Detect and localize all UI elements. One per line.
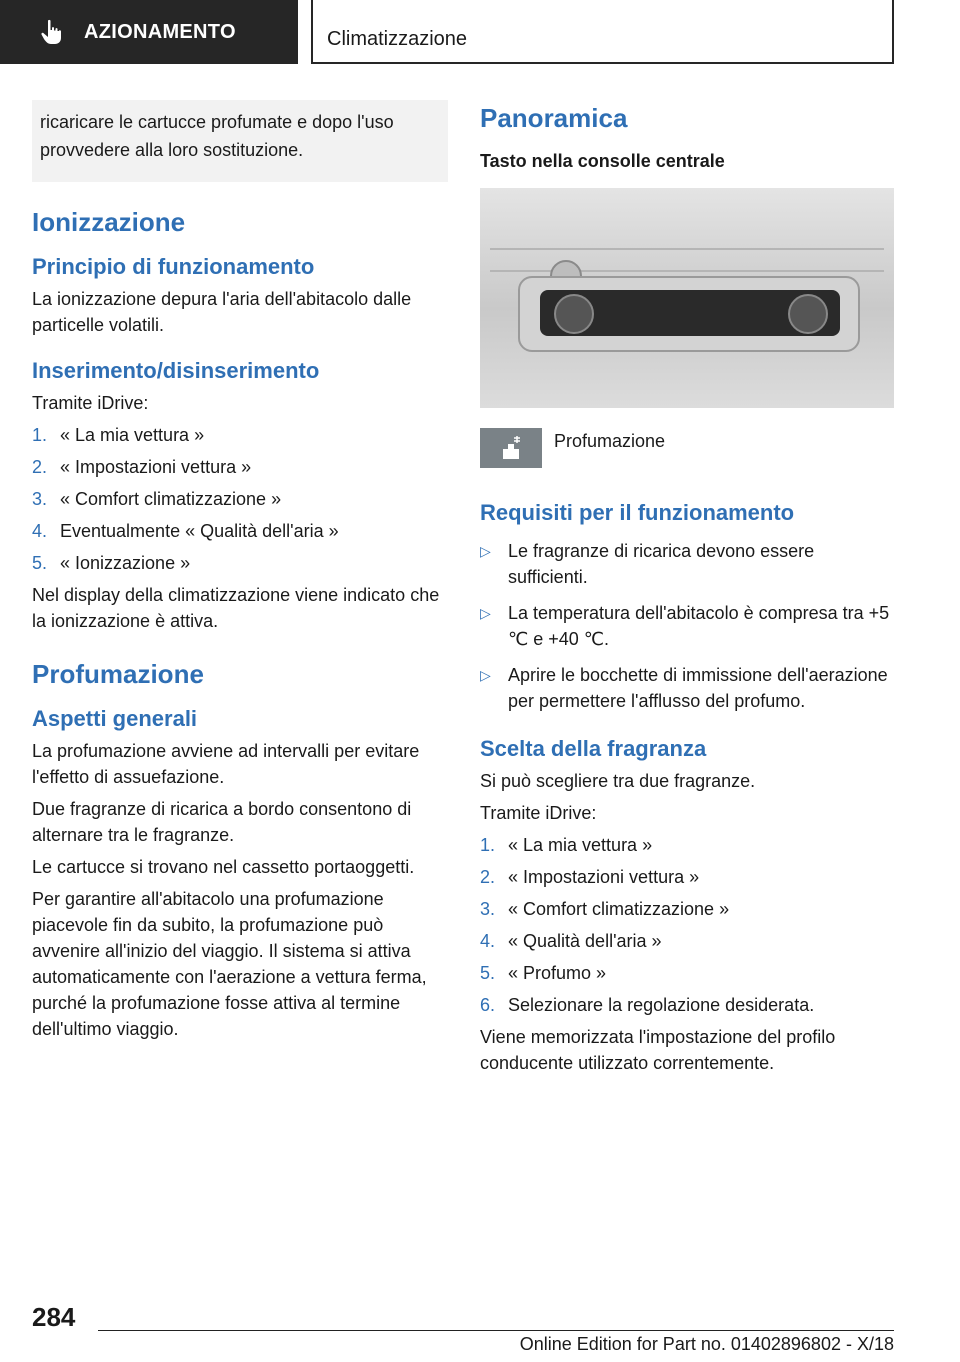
- heading-on-off: Inserimento/disinserimento: [32, 358, 320, 383]
- list-item: 2. « Impostazioni vettura »: [480, 867, 700, 887]
- list-item: 2. « Impostazioni vettura »: [32, 457, 252, 477]
- list-item: ▷ Le fragranze di ricarica devono essere sufficienti.: [480, 538, 896, 590]
- air-vent: [490, 248, 884, 272]
- principle-text: La ionizzazione depura l'aria dell'abitacolo dalle particelle volatili.: [32, 289, 412, 335]
- triangle-bullet-icon: ▷: [480, 667, 491, 683]
- symbol-legend: [480, 428, 896, 468]
- heading-choice: Scelta della fragranza: [480, 736, 707, 761]
- hand-pointer-icon: [38, 18, 66, 46]
- chapter-title: Climatizzazione: [327, 28, 468, 50]
- list-item: 4. Eventualmente « Qualità dell'aria »: [32, 521, 339, 541]
- general-text-2: Due fragranze di ricarica a bordo consentono di alternare tra le fragranze.: [32, 799, 412, 845]
- list-item: 3. « Comfort climatizzazione »: [32, 489, 282, 509]
- general-text-3: Le cartucce si trovano nel cassetto portaoggetti.: [32, 857, 415, 877]
- center-console-photo: [480, 188, 894, 408]
- idrive-intro: Tramite iDrive:: [480, 803, 597, 823]
- right-column: [480, 100, 896, 1082]
- ionization-steps: [32, 422, 448, 576]
- heading-principle: Principio di funzionamento: [32, 254, 315, 279]
- note-box: ricaricare le cartucce profumate e dopo l'uso provvedere alla loro sostituzione.: [32, 100, 448, 182]
- heading-general: Aspetti generali: [32, 706, 198, 731]
- list-item: 1. « La mia vettura »: [32, 425, 205, 445]
- page-number: 284: [32, 1302, 76, 1332]
- fragrance-icon: [480, 428, 542, 468]
- triangle-bullet-icon: ▷: [480, 543, 491, 559]
- general-text-1: La profumazione avviene ad intervalli per evitare l'effetto di assuefazione.: [32, 741, 420, 787]
- section-tab: [0, 0, 298, 64]
- list-item: 1. « La mia vettura »: [480, 835, 653, 855]
- fragrance-steps: [480, 832, 896, 1018]
- list-item: 4. « Qualità dell'aria »: [480, 931, 662, 951]
- choice-intro: Si può scegliere tra due fragranze.: [480, 771, 756, 791]
- heading-requirements: Requisiti per il funzionamento: [480, 500, 795, 525]
- symbol-label: Profumazione: [554, 431, 666, 451]
- general-text-4: Per garantire all'abitacolo una profumazione piacevole fin da subito, la profumazione può avvenire all'inizio del viaggio. Il sistema si attiva automaticamente con l'aerazione a vettura ferma, purché la profumazione fosse attiva al termine dell'ultimo viaggio.: [32, 889, 427, 1039]
- left-column: [32, 100, 448, 1048]
- heading-console-button: Tasto nella consolle centrale: [480, 151, 725, 171]
- section-label: AZIONAMENTO: [84, 20, 236, 43]
- list-item: ▷ Aprire le bocchette di immissione dell'aerazione per permettere l'afflusso del profumo.: [480, 662, 896, 714]
- list-item: 5. « Profumo »: [480, 963, 607, 983]
- heading-overview: Panoramica: [480, 103, 628, 133]
- list-item: 5. « Ionizzazione »: [32, 553, 191, 573]
- ionization-display-text: Nel display della climatizzazione viene indicato che la ionizzazione è attiva.: [32, 585, 440, 631]
- heading-fragrance: Profumazione: [32, 659, 204, 689]
- choice-text: Viene memorizzata l'impostazione del profilo conducente utilizzato correntemente.: [480, 1027, 836, 1073]
- edition-footer: Online Edition for Part no. 01402896802 - X/18: [519, 1334, 894, 1354]
- triangle-bullet-icon: ▷: [480, 605, 491, 621]
- chapter-header: [311, 0, 894, 64]
- list-item: 3. « Comfort climatizzazione »: [480, 899, 730, 919]
- list-item: 6. Selezionare la regolazione desiderata.: [480, 995, 815, 1015]
- list-item: ▷ La temperatura dell'abitacolo è compresa tra +5 ℃ e +40 ℃.: [480, 600, 896, 652]
- climate-control-panel: [518, 276, 860, 352]
- temperature-knob-left: [554, 294, 594, 334]
- temperature-knob-right: [788, 294, 828, 334]
- heading-ionization: Ionizzazione: [32, 207, 186, 237]
- idrive-intro: Tramite iDrive:: [32, 393, 149, 413]
- requirements-list: [480, 538, 896, 714]
- footer-rule: [98, 1330, 894, 1331]
